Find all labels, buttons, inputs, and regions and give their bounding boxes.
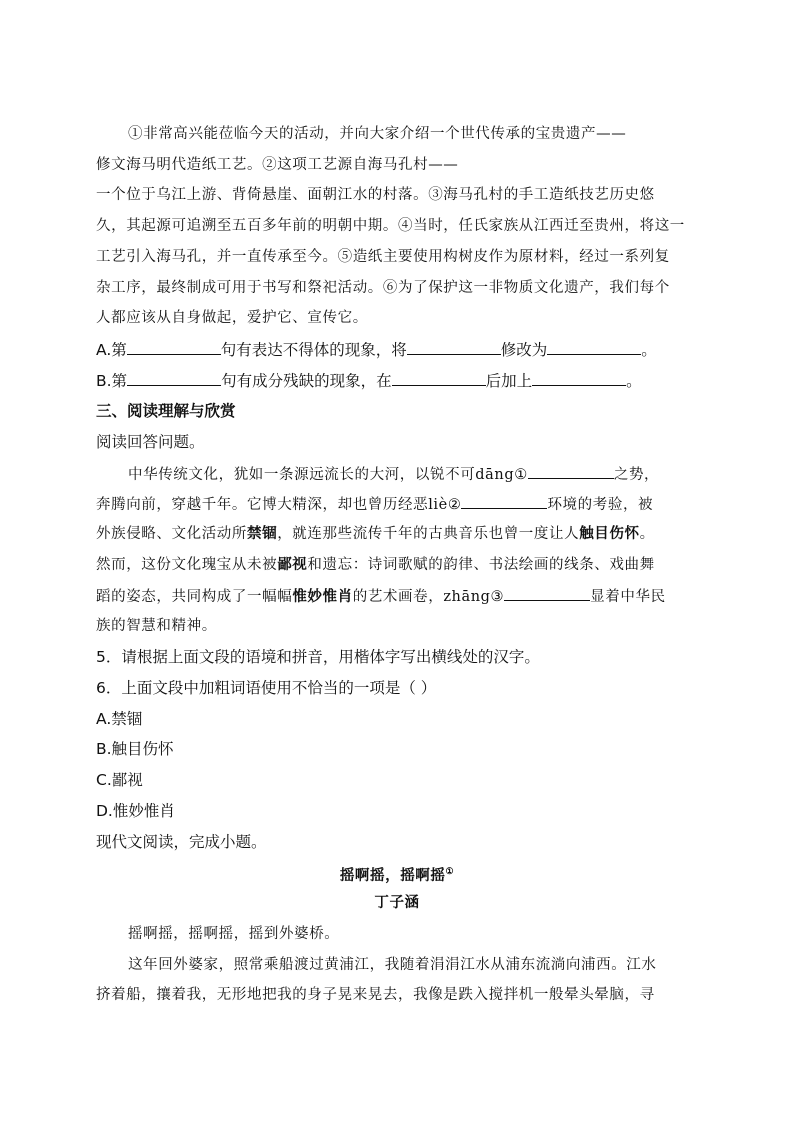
question-b-text: 后加上 <box>485 372 533 390</box>
article-paragraph: 这年回外婆家，照常乘船渡过黄浦江，我随着涓涓江水从浦东流淌向浦西。江水 <box>128 957 657 973</box>
article-author: 丁子涵 <box>374 894 420 911</box>
passage1-line: 杂工序，最终制成可用于书写和祭祀活动。⑥为了保护这一非物质文化遗产，我们每个 <box>96 280 670 296</box>
answer-blank[interactable] <box>392 369 486 386</box>
passage2-line: 外族侵略、文化活动所禁锢，就连那些流传千年的古典音乐也曾一度让人触目伤怀。 <box>96 525 655 542</box>
passage2-line: 蹈的姿态，共同构成了一幅幅惟妙惟肖的艺术画卷，zhāng③ 显着中华民 <box>96 584 706 608</box>
question-a-text: 句有表达不得体的现象，将 <box>220 341 407 359</box>
article-paragraph: 挤着船，攘着我，无形地把我的身子晃来晃去，我像是跌入搅拌机一般晕头晕脑，寻 <box>96 987 655 1003</box>
option-b[interactable]: B.触目伤怀 <box>96 740 174 758</box>
answer-blank[interactable] <box>127 338 221 355</box>
question-b-text: 。 <box>626 372 642 390</box>
article-title: 摇啊摇，摇啊摇① <box>339 866 455 884</box>
passage1-line: 一个位于乌江上游、背倚悬崖、面朝江水的村落。③海马孔村的手工造纸技艺历史悠 <box>96 187 655 203</box>
passage1-line: 工艺引入海马孔，并一直传承至今。⑤造纸主要使用构树皮作为原材料，经过一系列复 <box>96 249 670 265</box>
passage1-line: 人都应该从自身做起，爱护它、宣传它。 <box>96 310 368 326</box>
passage1-line: 修文海马明代造纸工艺。②这项工艺源自海马孔村—— <box>96 157 459 173</box>
section-heading: 三、阅读理解与欣赏 <box>96 402 236 420</box>
footnote-marker: ① <box>445 867 455 877</box>
question-6: 6．上面文段中加粗词语使用不恰当的一项是（ ） <box>96 679 437 697</box>
bold-term: 鄙视 <box>277 556 308 573</box>
answer-blank[interactable] <box>547 338 641 355</box>
question-a-text: 修改为 <box>500 341 548 359</box>
bold-term: 禁锢 <box>247 525 278 542</box>
answer-blank[interactable] <box>532 369 626 386</box>
question-b <box>96 369 706 392</box>
answer-blank[interactable] <box>504 584 590 601</box>
question-b-text: B.第 <box>96 372 128 390</box>
answer-blank[interactable] <box>407 338 501 355</box>
read-prompt: 阅读回答问题。 <box>96 433 205 451</box>
bold-term: 惟妙惟肖 <box>292 588 353 605</box>
passage1-line: 久，其起源可追溯至五百多年前的明朝中期。④当时，任氏家族从江西迁至贵州，将这一 <box>96 218 685 234</box>
article-paragraph: 摇啊摇，摇啊摇，摇到外婆桥。 <box>128 926 340 942</box>
passage2-line: 中华传统文化，犹如一条源远流长的大河，以锐不可dāng① 之势， <box>128 462 738 486</box>
passage2-line: 奔腾向前，穿越千年。它博大精深，却也曾历经恶liè② 环境的考验，被 <box>96 492 706 516</box>
passage1-line: ①非常高兴能莅临今天的活动，并向大家介绍一个世代传承的宝贵遗产—— <box>128 126 627 142</box>
option-c[interactable]: C.鄙视 <box>96 771 143 789</box>
answer-blank[interactable] <box>461 492 547 509</box>
modern-reading-prompt: 现代文阅读，完成小题。 <box>96 833 267 851</box>
answer-blank[interactable] <box>127 369 221 386</box>
bold-term: 触目伤怀 <box>579 525 640 542</box>
question-a-text: A.第 <box>96 341 127 359</box>
question-b-text: 句有成分残缺的现象，在 <box>221 372 392 390</box>
option-d[interactable]: D.惟妙惟肖 <box>96 802 175 820</box>
passage2-line: 然而，这份文化瑰宝从未被鄙视和遗忘：诗词歌赋的韵律、书法绘画的线条、戏曲舞 <box>96 556 655 573</box>
question-a <box>96 338 706 361</box>
option-a[interactable]: A.禁锢 <box>96 710 143 728</box>
answer-blank[interactable] <box>528 462 614 479</box>
question-5: 5．请根据上面文段的语境和拼音，用楷体字写出横线处的汉字。 <box>96 648 540 666</box>
question-a-text: 。 <box>641 341 657 359</box>
passage2-line: 族的智慧和精神。 <box>96 618 217 634</box>
